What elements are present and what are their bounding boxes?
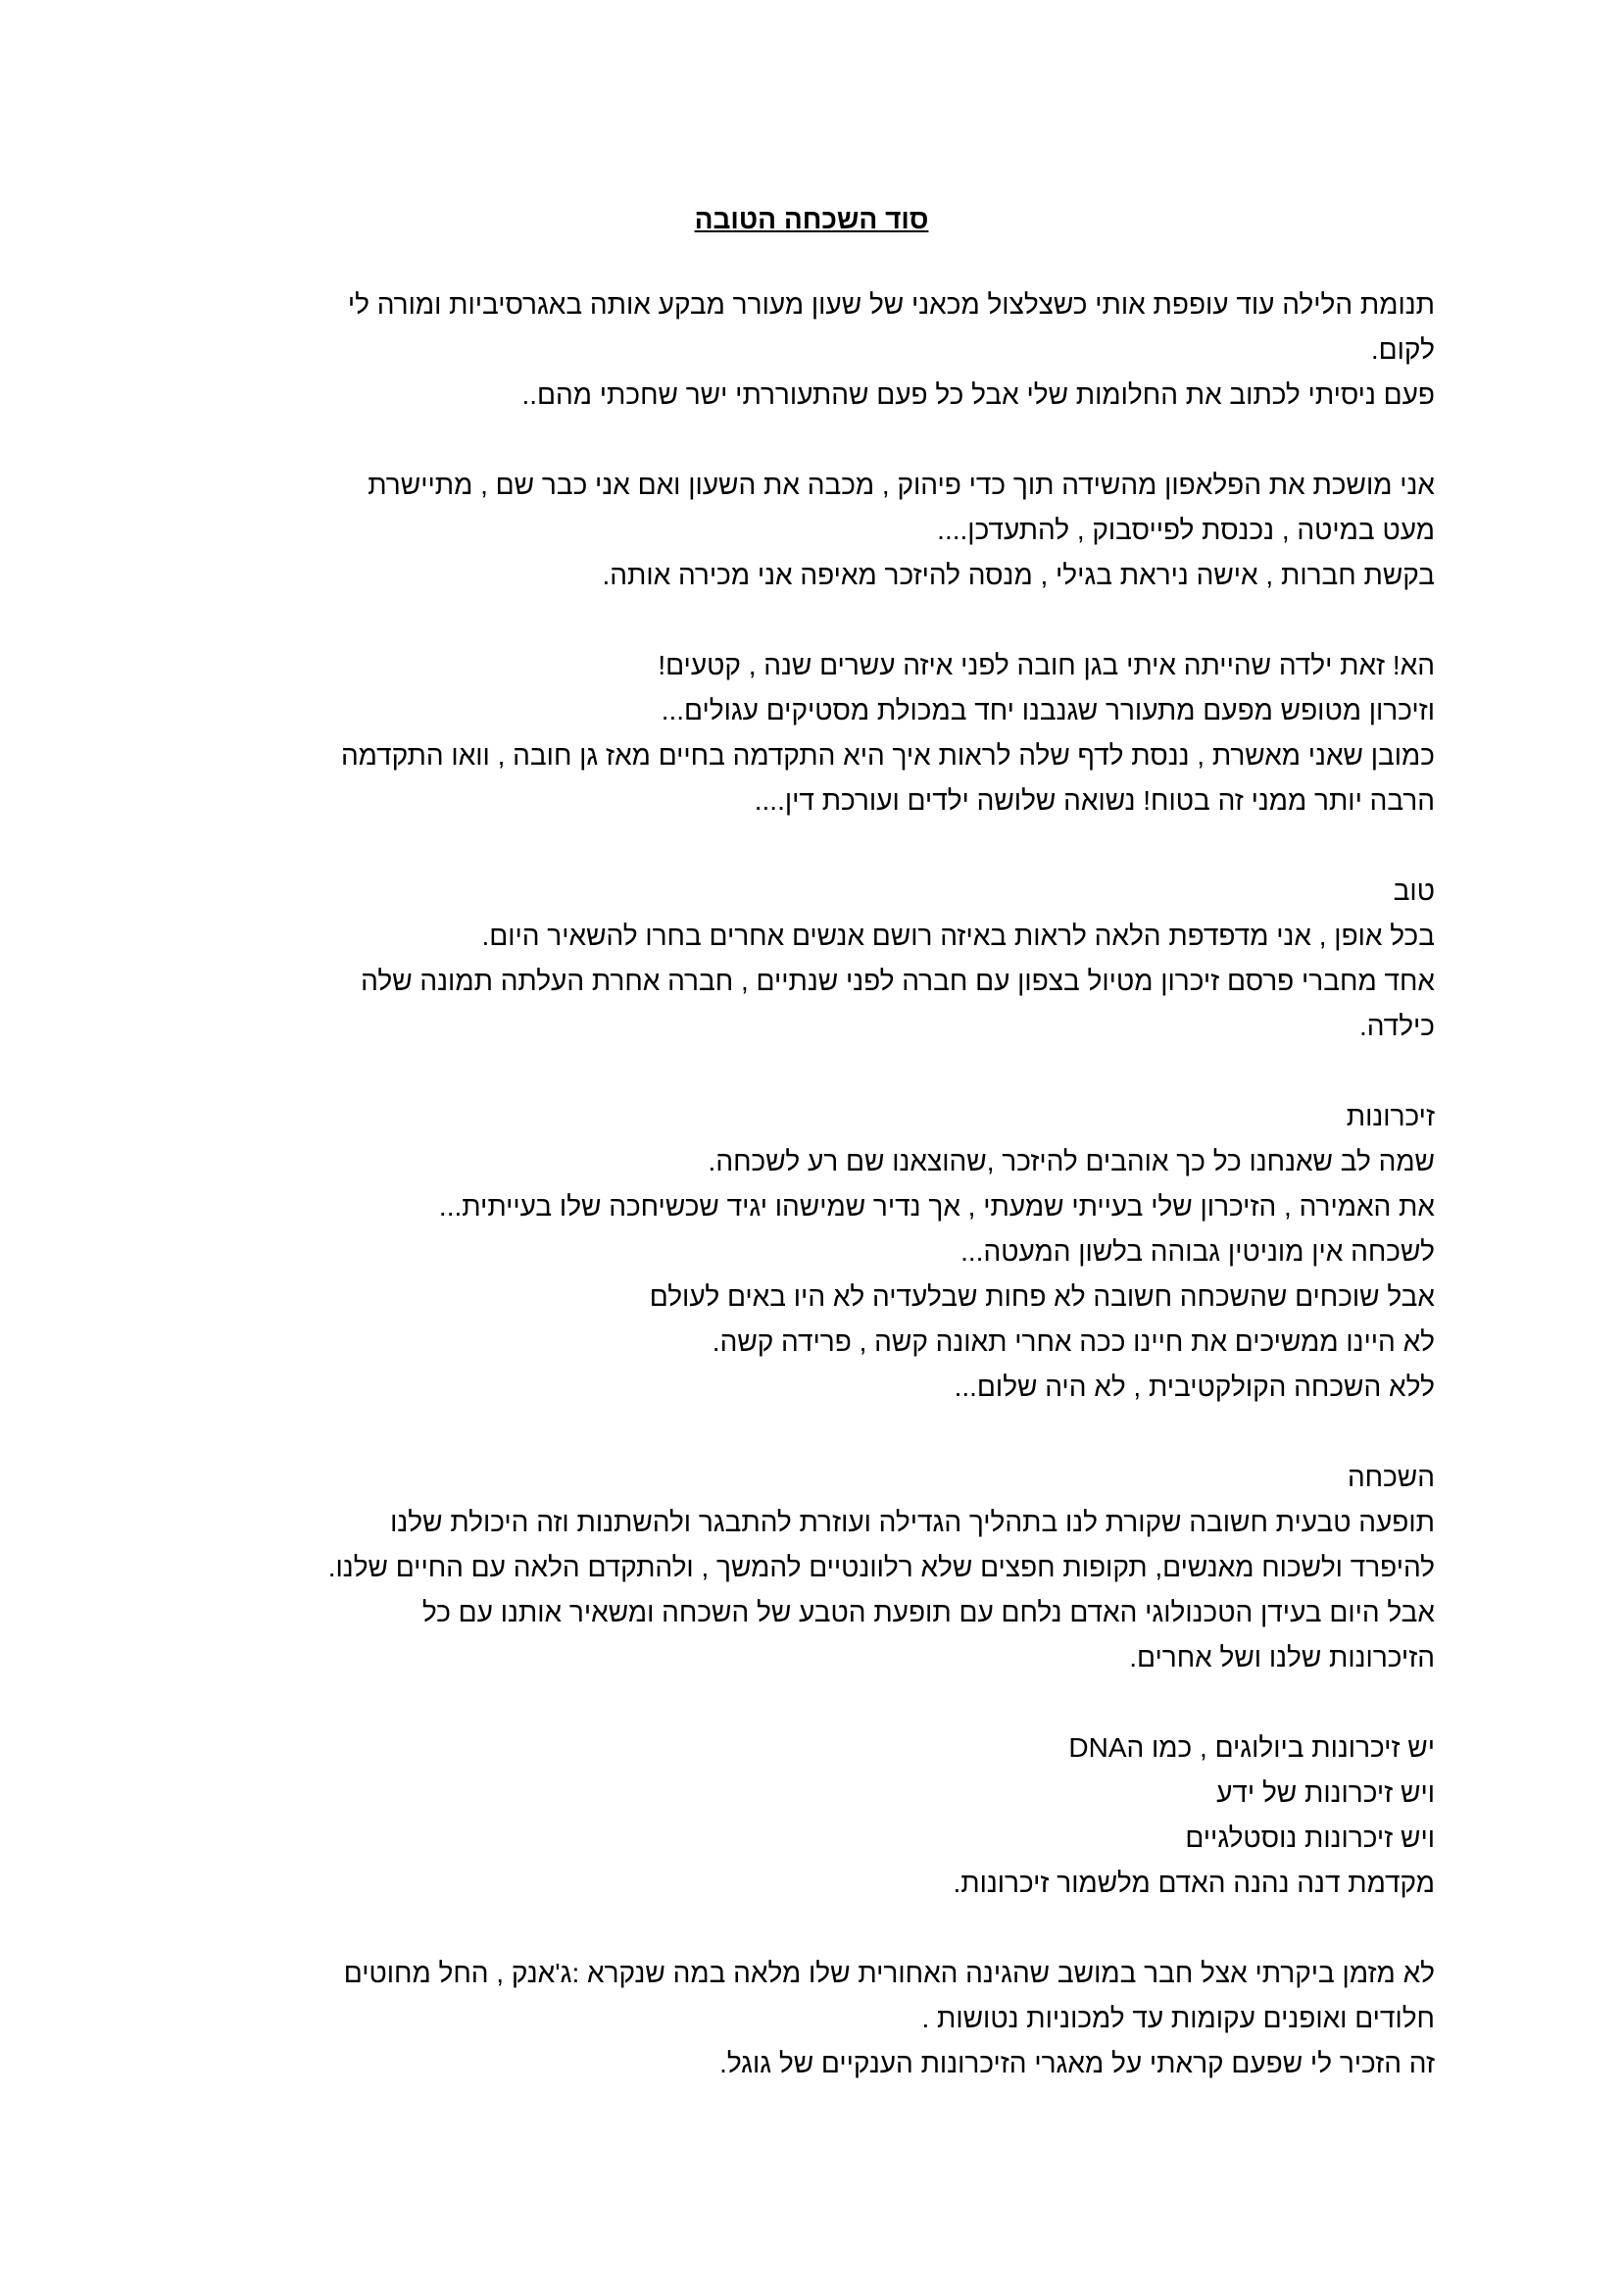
text-line: שמה לב שאנחנו כל כך אוהבים להיזכר ,שהוצאנו שם רע לשכחה. xyxy=(708,1146,1435,1176)
text-line: אבל היום בעידן הטכנולוגי האדם נלחם עם תופעת הטבע של השכחה ומשאיר אותנו עם כל xyxy=(421,1597,1435,1627)
paragraph xyxy=(161,1455,1435,1680)
text-line: פעם ניסיתי לכתוב את החלומות שלי אבל כל פעם שהתעוררתי ישר שחכתי מהם.. xyxy=(521,379,1435,410)
paragraph-gap xyxy=(161,418,1435,463)
text-line: לקום. xyxy=(1370,334,1435,365)
paragraph-gap xyxy=(161,1680,1435,1725)
text-line: אחד מחברי פרסם זיכרון מטיול בצפון עם חברה לפני שנתיים , חברה אחרת העלתה תמונה שלה xyxy=(361,966,1435,996)
text-line: ללא השכחה הקולקטיבית , לא היה שלום... xyxy=(954,1372,1435,1402)
text-line: זה הזכיר לי שפעם קראתי על מאגרי הזיכרונות הענקיים של גוגל. xyxy=(719,2048,1435,2078)
text-line: מקדמת דנה נהנה האדם מלשמור זיכרונות. xyxy=(953,1868,1435,1898)
text-line: בכל אופן , אני מדפדפת הלאה לראות באיזה רושם אנשים אחרים בחרו להשאיר היום. xyxy=(481,921,1435,951)
text-line: חלודים ואופנים עקומות עד למכוניות נטושות . xyxy=(921,2003,1435,2033)
paragraph-gap xyxy=(161,824,1435,869)
document-title: סוד השכחה הטובה xyxy=(694,204,929,234)
text-line: הרבה יותר ממני זה בטוח! נשואה שלושה ילדים ועורכת דין.... xyxy=(754,785,1435,816)
text-line: ויש זיכרונות של ידע xyxy=(1216,1777,1435,1808)
text-line: את האמירה , הזיכרון שלי בעייתי שמעתי , אך נדיר שמישהו יגיד שכשיחכה שלו בעייתית... xyxy=(438,1191,1435,1222)
text-line: הא! זאת ילדה שהייתה איתי בגן חובה לפני איזה עשרים שנה , קטעים! xyxy=(658,650,1435,680)
text-line: תנומת הלילה עוד עופפת אותי כשצלצול מכאני של שעון מעורר מבקע אותה באגרסיביות ומורה לי xyxy=(347,289,1435,320)
text-line: וזיכרון מטופש מפעם מתעורר שגנבנו יחד במכולת מסטיקים עגולים... xyxy=(661,695,1435,725)
paragraph xyxy=(161,1094,1435,1410)
text-line: ויש זיכרונות נוסטלגיים xyxy=(1185,1822,1435,1853)
text-line: טוב xyxy=(1393,875,1435,906)
document-body xyxy=(161,282,1435,2086)
paragraph xyxy=(161,1951,1435,2086)
paragraph-gap xyxy=(161,598,1435,643)
text-line: אני מושכת את הפלאפון מהשידה תוך כדי פיהוק , מכבה את השעון ואם אני כבר שם , מתיישרת xyxy=(368,470,1435,500)
paragraph xyxy=(161,282,1435,418)
text-line: תופעה טבעית חשובה שקורת לנו בתהליך הגדילה ועוזרת להתבגר ולהשתנות וזה היכולת שלנו xyxy=(390,1507,1435,1537)
text-line: השכחה xyxy=(1347,1462,1435,1492)
text-line: זיכרונות xyxy=(1346,1101,1435,1131)
text-line: להיפרד ולשכוח מאנשים, תקופות חפצים שלא רלוונטיים להמשך , ולהתקדם הלאה עם החיים שלנו. xyxy=(327,1552,1435,1582)
text-line: לא היינו ממשיכים את חיינו ככה אחרי תאונה קשה , פרידה קשה. xyxy=(712,1326,1435,1357)
paragraph-gap xyxy=(161,1906,1435,1951)
paragraph xyxy=(161,643,1435,824)
text-line: הזיכרונות שלנו ושל אחרים. xyxy=(1129,1642,1435,1672)
text-line: לא מזמן ביקרתי אצל חבר במושב שהגינה האחורית שלו מלאה במה שנקרא :ג'אנק , החל מחוטים xyxy=(343,1958,1435,1988)
text-line: אבל שוכחים שהשכחה חשובה לא פחות שבלעדיה לא היו באים לעולם xyxy=(649,1281,1435,1312)
paragraph xyxy=(161,869,1435,1049)
text-line: כמובן שאני מאשרת , ננסת לדף שלה לראות איך היא התקדמה בחיים מאז גן חובה , וואו התקדמה xyxy=(340,740,1435,771)
paragraph-gap xyxy=(161,1049,1435,1094)
text-line: מעט במיטה , נכנסת לפייסבוק , להתעדכן.... xyxy=(937,515,1435,545)
paragraph-gap xyxy=(161,1410,1435,1455)
text-line: בקשת חברות , אישה ניראת בגילי , מנסה להיזכר מאיפה אני מכירה אותה. xyxy=(602,560,1435,590)
text-line: כילדה. xyxy=(1358,1011,1435,1041)
paragraph xyxy=(161,1725,1435,1906)
text-line: יש זיכרונות ביולוגים , כמו הDNA xyxy=(1068,1732,1435,1763)
paragraph xyxy=(161,463,1435,598)
text-line: לשכחה אין מוניטין גבוהה בלשון המעטה... xyxy=(960,1236,1435,1267)
